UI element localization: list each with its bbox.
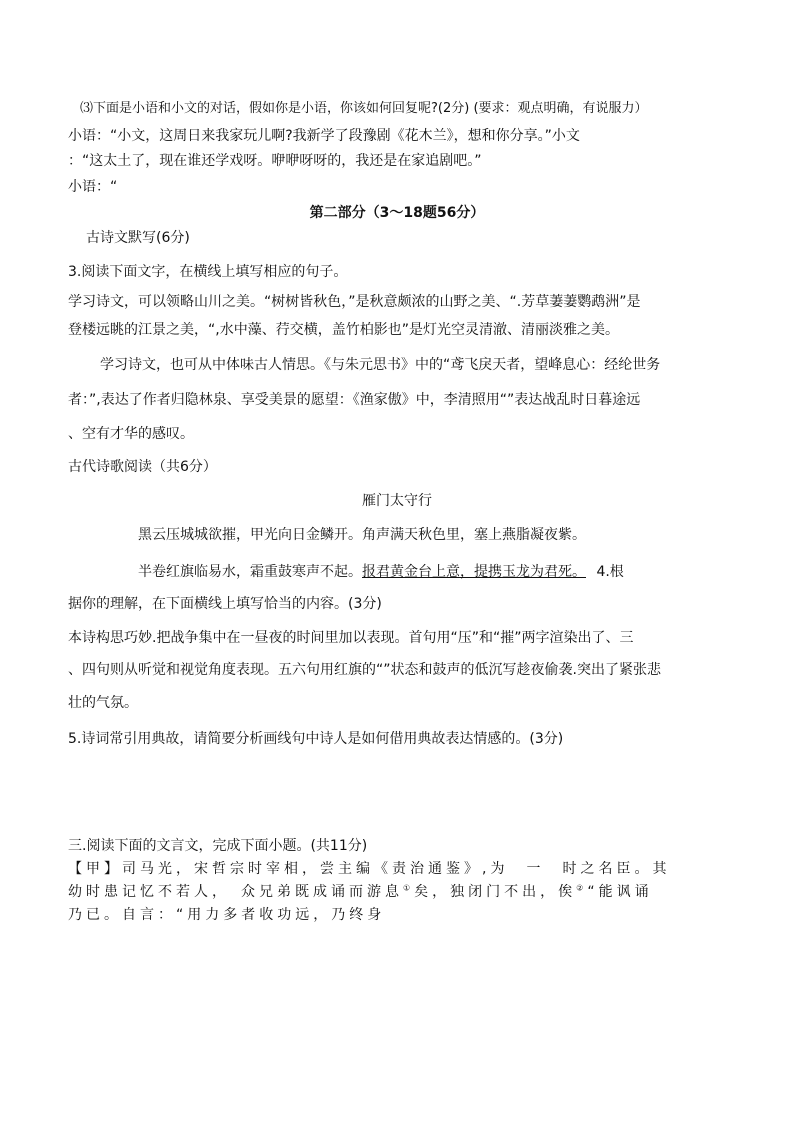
part2-heading: 第二部分（3～18题56分） xyxy=(309,205,485,221)
paragraph-line: 者：”,表达了作者归隐林泉、享受美景的愿望：《渔家傲》中，李清照用“”表达战乱时日暮途远 xyxy=(68,392,641,408)
answer-line: 、四句则从听觉和视觉角度表现。五六句用红旗的“”状态和鼓声的低沉写趁夜偷袭.突出了紧张悲 xyxy=(68,662,661,678)
poem-line xyxy=(138,562,624,582)
footnote-marker: ② xyxy=(576,883,588,893)
poem-line: 黑云压城城欲摧，甲光向日金鳞开。角声满天秋色里，塞上燕脂凝夜紫。 xyxy=(138,527,586,543)
section-heading: 古诗文默写(6分) xyxy=(86,230,190,246)
classical-text-line: 【甲】司马光，宋哲宗时宰相，尝主编《责治通鉴》,为 一 时之名臣。其 xyxy=(68,861,671,877)
answer-line: 壮的气氛。 xyxy=(68,695,138,711)
dialogue-line: ：“这太土了，现在谁还学戏呀。咿咿呀呀的，我还是在家追剧吧。” xyxy=(68,153,482,169)
paragraph-line: 登楼远眺的江景之美，“,水中藻、荇交横，盖竹柏影也”是灯光空灵清澈、清丽淡雅之美。 xyxy=(68,322,619,338)
question-title: 据你的理解，在下面横线上填写恰当的内容。(3分) xyxy=(68,596,382,612)
classical-text-segment: “能讽诵 xyxy=(587,884,653,900)
paragraph-line: 学习诗文，可以领略山川之美。“树树皆秋色，”是秋意颇浓的山野之美、“.芳草萋萋鹦鹉洲”是 xyxy=(68,294,641,310)
section-heading: 古代诗歌阅读（共6分） xyxy=(68,459,217,475)
question-title: 5.诗词常引用典故，请简要分析画线句中诗人是如何借用典故表达情感的。(3分) xyxy=(68,731,564,747)
dialogue-line: 小语：“小文，这周日来我家玩儿啊?我新学了段豫剧《花木兰》，想和你分享。”小文 xyxy=(68,128,580,144)
footnote-marker: ① xyxy=(403,883,415,893)
question-number: 4.根 xyxy=(596,564,624,580)
poem-title: 雁门太守行 xyxy=(362,493,432,509)
q3-sub-prompt: ⑶下面是小语和小文的对话，假如你是小语，你该如何回复呢?(2分) (要求：观点明确，有说服力） xyxy=(80,101,648,116)
poem-line-plain: 半卷红旗临易水，霜重鼓寒声不起。 xyxy=(138,564,362,580)
dialogue-line: 小语：“ xyxy=(68,179,118,195)
classical-text-segment: 幼时患记忆不若人， 众兄弟既成诵而游息 xyxy=(68,884,403,900)
answer-line: 本诗构思巧妙.把战争集中在一昼夜的时间里加以表现。首句用“压”和“摧”两字渲染出了、三 xyxy=(68,630,634,646)
section-heading: 三.阅读下面的文言文，完成下面小题。(共11分) xyxy=(68,838,368,854)
classical-text-segment: 矣，独闭门不出，俟 xyxy=(414,884,577,900)
poem-underlined-line: 报君黄金台上意，提携玉龙为君死。 xyxy=(362,564,586,580)
question-title: 3.阅读下面文字，在横线上填写相应的句子。 xyxy=(68,264,348,280)
classical-text-line: 乃已。自言：“用力多者收功远，乃终身 xyxy=(68,907,386,923)
paragraph-line: 学习诗文，也可从中体味古人情思。《与朱元思书》中的“鸢飞戾天者，望峰息心：经纶世务 xyxy=(100,357,661,373)
classical-text-line xyxy=(68,882,653,902)
paragraph-line: 、空有才华的感叹。 xyxy=(68,426,194,442)
